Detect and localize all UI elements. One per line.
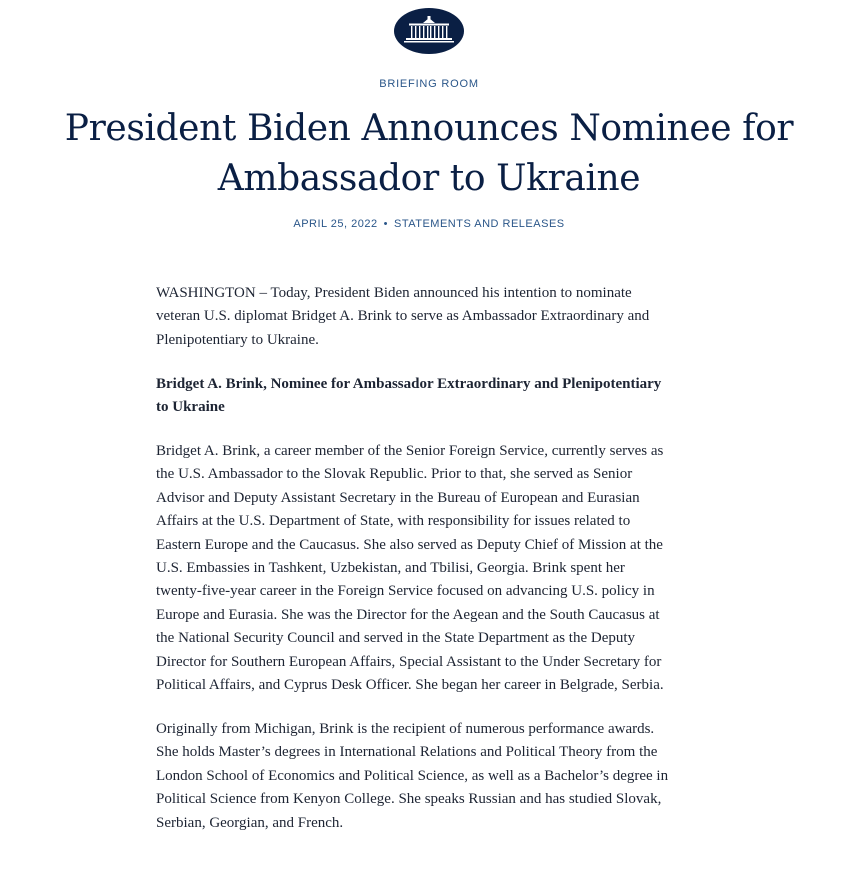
briefing-room-link[interactable]: BRIEFING ROOM <box>379 78 479 90</box>
background-paragraph: Originally from Michigan, Brink is the recipient of numerous performance awards. She holds Master’s degrees in International Relations and Political Theory from the London School of Economics and Political Science, as well as a Bachelor’s degree in Political Science from Kenyon College. She speaks Russian and has studied Slovak, Serbian, Georgian, and French. <box>156 721 669 831</box>
white-house-building-icon <box>402 15 456 47</box>
category-link[interactable]: STATEMENTS AND RELEASES <box>393 218 565 230</box>
article-body <box>156 282 672 856</box>
intro-paragraph: WASHINGTON – Today, President Biden announced his intention to nominate veteran U.S. diplomat Bridget A. Brink to serve as Ambassador Extraordinary and Plenipotentiary to Ukraine. <box>156 285 650 348</box>
logo-container <box>0 8 858 54</box>
post-meta <box>0 218 858 230</box>
white-house-seal-icon[interactable] <box>394 8 464 54</box>
page-title: President Biden Announces Nominee for Ambassador to Ukraine <box>64 108 794 199</box>
post-date: APRIL 25, 2022 <box>293 218 378 230</box>
bio-paragraph: Bridget A. Brink, a career member of the Senior Foreign Service, currently serves as the U.S. Ambassador to the Slovak Republic. Prior to that, she served as Senior Advisor and Deputy Assistant Secretary in the Bureau of European and Eurasian Affairs at the U.S. Department of State, with responsibility for issues related to Eastern Europe and the Caucasus. She also served as Deputy Chief of Mission at the U.S. Embassies in Tashkent, Uzbekistan, and Tbilisi, Georgia. Brink spent her twenty-five-year career in the Foreign Service focused on advancing U.S. policy in Europe and Eurasia. She was the Director for the Aegean and the South Caucasus at the National Security Council and served in the State Department as the Deputy Director for Southern European Affairs, Special Assistant to the Under Secretary for Political Affairs, and Cyprus Desk Officer. She began her career in Belgrade, Serbia. <box>156 443 664 694</box>
meta-separator: • <box>383 218 388 230</box>
nominee-heading: Bridget A. Brink, Nominee for Ambassador Extraordinary and Plenipotentiary to Ukraine <box>156 375 662 416</box>
